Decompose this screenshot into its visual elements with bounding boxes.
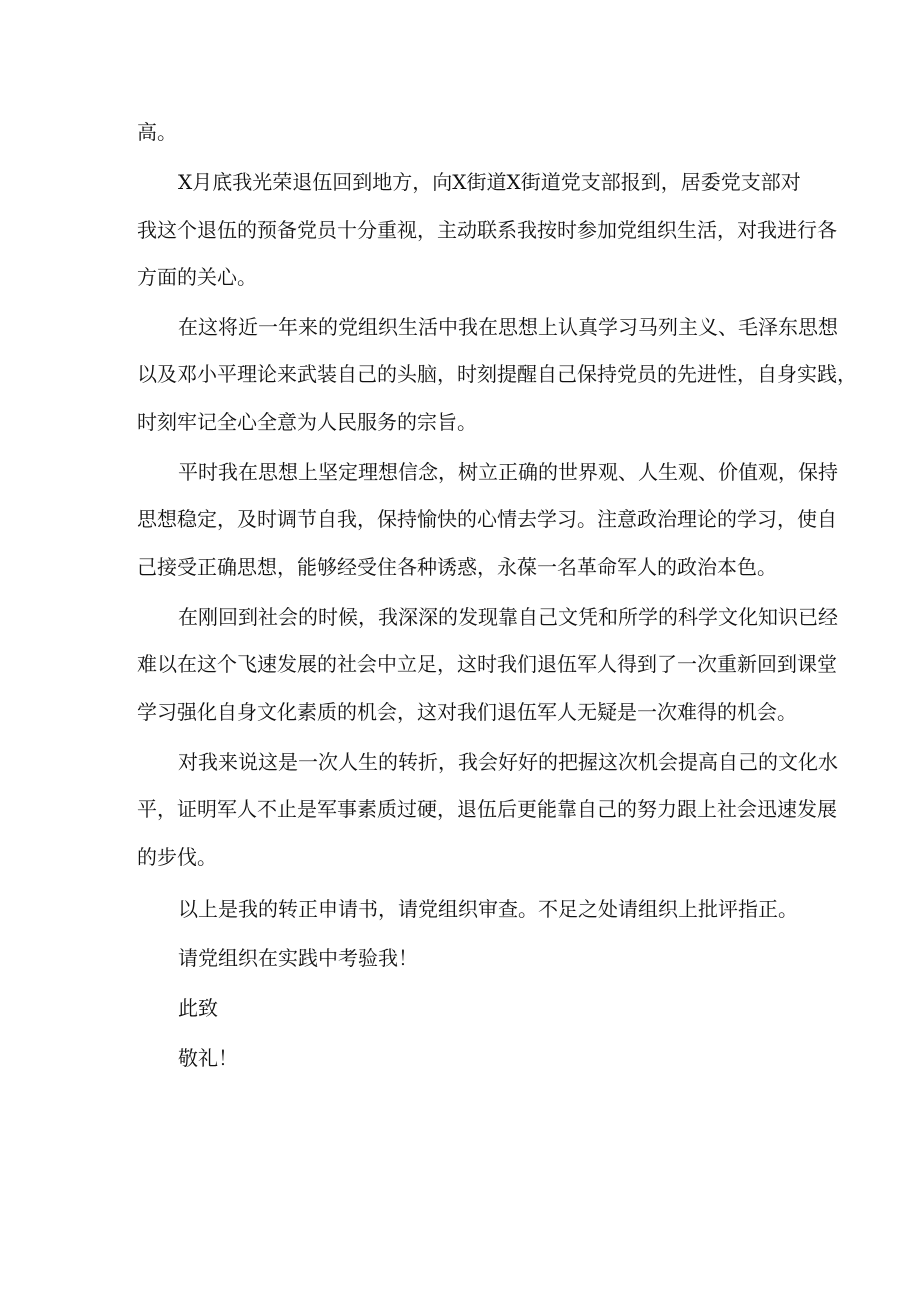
paragraph-1-line-1: X月底我光荣退伍回到地方，向X街道X街道党支部报到，居委党支部对 bbox=[178, 170, 801, 194]
paragraph-2-line-1: 在这将近一年来的党组织生活中我在思想上认真学习马列主义、毛泽东思想 bbox=[178, 315, 838, 339]
paragraph-1-line-2: 我这个退伍的预备党员十分重视，主动联系我按时参加党组织生活，对我进行各 bbox=[137, 218, 837, 242]
paragraph-3-line-1: 平时我在思想上坚定理想信念，树立正确的世界观、人生观、价值观，保持 bbox=[178, 460, 838, 484]
paragraph-3-line-3: 己接受正确思想，能够经受住各种诱惑，永葆一名革命军人的政治本色。 bbox=[137, 555, 777, 579]
paragraph-5-line-2: 平，证明军人不止是军事素质过硬，退伍后更能靠自己的努力跟上社会迅速发展 bbox=[137, 797, 837, 821]
paragraph-2-line-2: 以及邓小平理论来武装自己的头脑，时刻提醒自己保持党员的先进性，自身实践， bbox=[137, 362, 857, 386]
closing-test-me: 请党组织在实践中考验我！ bbox=[178, 946, 418, 970]
paragraph-1-line-3: 方面的关心。 bbox=[137, 265, 257, 289]
paragraph-5-line-1: 对我来说这是一次人生的转折，我会好好的把握这次机会提高自己的文化水 bbox=[178, 750, 838, 774]
paragraph-4-line-1: 在刚回到社会的时候，我深深的发现靠自己文凭和所学的科学文化知识已经 bbox=[178, 605, 838, 629]
paragraph-2-line-3: 时刻牢记全心全意为人民服务的宗旨。 bbox=[137, 410, 477, 434]
continuation-line: 高。 bbox=[137, 120, 177, 144]
paragraph-3-line-2: 思想稳定，及时调节自我，保持愉快的心情去学习。注意政治理论的学习，使自 bbox=[137, 507, 837, 531]
closing-request: 以上是我的转正申请书，请党组织审查。不足之处请组织上批评指正。 bbox=[178, 897, 798, 921]
closing-cizhi: 此致 bbox=[178, 996, 218, 1020]
paragraph-4-line-2: 难以在这个飞速发展的社会中立足，这时我们退伍军人得到了一次重新回到课堂 bbox=[137, 652, 837, 676]
closing-jingli: 敬礼！ bbox=[178, 1046, 238, 1070]
paragraph-4-line-3: 学习强化自身文化素质的机会，这对我们退伍军人无疑是一次难得的机会。 bbox=[137, 700, 797, 724]
paragraph-5-line-3: 的步伐。 bbox=[137, 845, 217, 869]
